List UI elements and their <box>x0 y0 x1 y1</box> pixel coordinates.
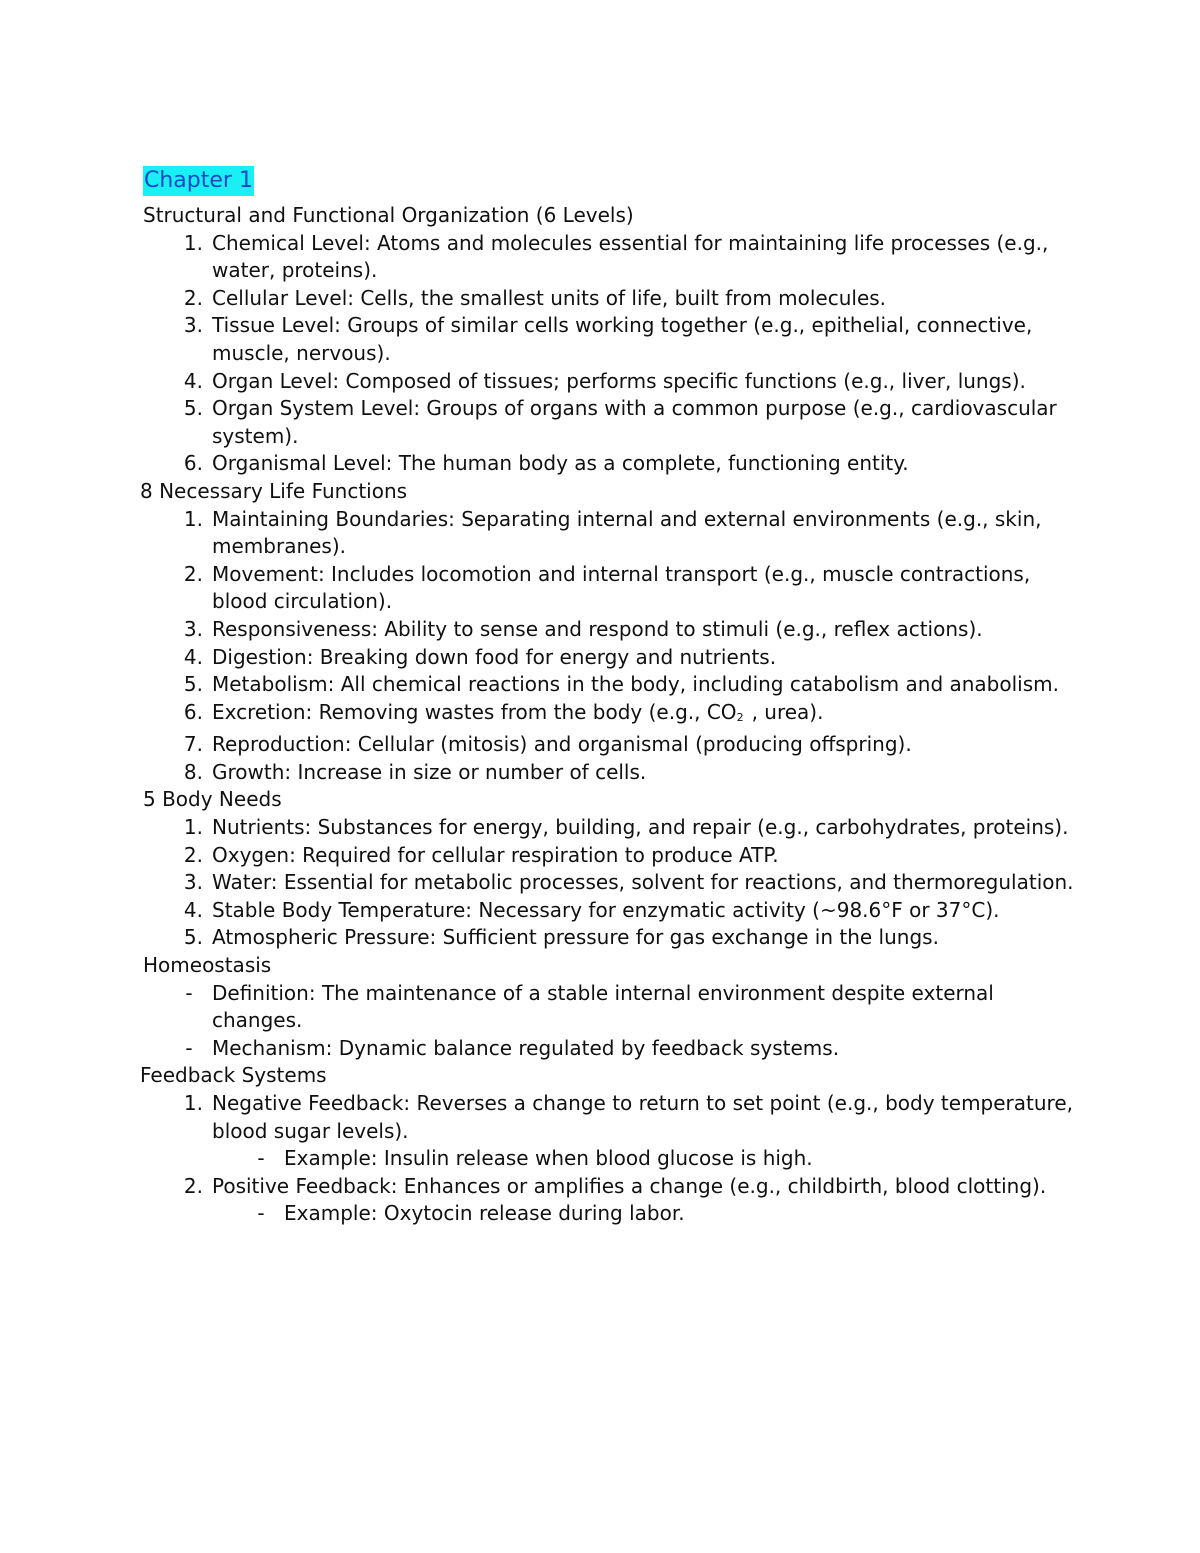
section-heading-life-functions: 8 Necessary Life Functions <box>140 478 408 503</box>
list-item-text: Mechanism: Dynamic balance regulated by feedback systems. <box>212 1035 840 1060</box>
list-item-text: Nutrients: Substances for energy, building, and repair (e.g., carbohydrates, proteins). <box>212 815 1069 840</box>
list-number: 5. <box>183 925 203 950</box>
document-page <box>140 166 1083 1228</box>
list-number: 2. <box>183 285 203 310</box>
list-item-text-part: , urea). <box>751 699 824 724</box>
sub-list-item <box>143 1200 1083 1228</box>
list-item <box>143 731 1083 759</box>
list-number: 5. <box>183 672 203 697</box>
list-item-text: Metabolism: All chemical reactions in the body, including catabolism and anabolism. <box>212 672 1059 697</box>
list-item <box>143 814 1083 842</box>
list-item <box>143 561 1083 616</box>
list-item-text: Example: Insulin release when blood glucose is high. <box>284 1146 813 1171</box>
list-item-text: Reproduction: Cellular (mitosis) and organismal (producing offspring). <box>212 732 912 757</box>
list-number: 3. <box>183 616 203 641</box>
list-item <box>143 395 1083 450</box>
dash-bullet: - <box>257 1146 265 1171</box>
list-item-text: Movement: Includes locomotion and internal transport (e.g., muscle contractions, blood circulation). <box>212 561 1031 614</box>
list-number: 2. <box>183 1173 203 1198</box>
list-item <box>143 450 1083 478</box>
list-item <box>143 1173 1083 1201</box>
list-item <box>143 924 1083 952</box>
list-item-text: Chemical Level: Atoms and molecules essential for maintaining life processes (e.g., water, proteins). <box>212 230 1049 283</box>
list-item <box>143 506 1083 561</box>
list-item-text: Organismal Level: The human body as a complete, functioning entity. <box>212 451 909 476</box>
list-number: 4. <box>183 897 203 922</box>
list-item <box>143 368 1083 396</box>
list-item <box>143 312 1083 367</box>
list-item <box>143 869 1083 897</box>
section-heading-feedback-systems: Feedback Systems <box>140 1063 327 1088</box>
list-item-text: Organ Level: Composed of tissues; performs specific functions (e.g., liver, lungs). <box>212 368 1026 393</box>
list-number: 2. <box>183 842 203 867</box>
list-item-text-part: Excretion: Removing wastes from the body (e.g., CO <box>212 699 737 724</box>
list-item-text: Stable Body Temperature: Necessary for enzymatic activity (~98.6°F or 37°C). <box>212 897 1000 922</box>
sub-list-item <box>143 1145 1083 1173</box>
section-heading-body-needs: 5 Body Needs <box>143 787 282 812</box>
list-number: 1. <box>183 506 203 531</box>
dash-bullet: - <box>185 980 193 1005</box>
list-number: 1. <box>183 1091 203 1115</box>
list-item <box>143 230 1083 285</box>
list-item-text: Positive Feedback: Enhances or amplifies a change (e.g., childbirth, blood clotting). <box>212 1173 1047 1198</box>
list-number: 6. <box>183 699 203 724</box>
list-number: 7. <box>183 732 203 757</box>
list-number: 5. <box>183 396 203 421</box>
list-item <box>143 644 1083 672</box>
section-heading-structural: Structural and Functional Organization (6 Levels) <box>143 203 634 227</box>
dash-bullet: - <box>185 1035 193 1060</box>
list-item <box>143 1035 1083 1063</box>
list-item <box>143 699 1083 732</box>
list-item-text: Oxygen: Required for cellular respiration to produce ATP. <box>212 842 779 867</box>
list-item <box>143 1090 1083 1145</box>
list-number: 6. <box>183 451 203 476</box>
list-number: 8. <box>183 759 203 784</box>
list-item <box>143 842 1083 870</box>
list-item-text: Definition: The maintenance of a stable internal environment despite external changes. <box>212 980 994 1033</box>
list-item-text: Water: Essential for metabolic processes, solvent for reactions, and thermoregulation. <box>212 870 1074 895</box>
list-item-text: Negative Feedback: Reverses a change to return to set point (e.g., body temperature, blood sugar levels). <box>212 1091 1073 1143</box>
list-item-text: Cellular Level: Cells, the smallest units of life, built from molecules. <box>212 285 887 310</box>
list-item <box>143 671 1083 699</box>
list-item-text: Tissue Level: Groups of similar cells working together (e.g., epithelial, connective, muscle, nervous). <box>212 313 1033 365</box>
list-number: 4. <box>183 644 203 669</box>
list-item-text: Growth: Increase in size or number of cells. <box>212 759 647 784</box>
list-item-text: Digestion: Breaking down food for energy and nutrients. <box>212 644 777 669</box>
list-number: 1. <box>183 230 203 255</box>
subscript-two: 2 <box>736 710 744 724</box>
list-item <box>143 759 1083 787</box>
dash-bullet: - <box>257 1201 265 1226</box>
list-item-text: Responsiveness: Ability to sense and respond to stimuli (e.g., reflex actions). <box>212 616 983 641</box>
list-item <box>143 285 1083 313</box>
list-item-text: Atmospheric Pressure: Sufficient pressure for gas exchange in the lungs. <box>212 925 939 950</box>
list-item-text: Example: Oxytocin release during labor. <box>284 1201 685 1226</box>
list-item <box>143 616 1083 644</box>
section-heading-homeostasis: Homeostasis <box>143 953 272 978</box>
list-number: 4. <box>183 368 203 393</box>
list-item-text: Organ System Level: Groups of organs with a common purpose (e.g., cardiovascular system). <box>212 396 1057 448</box>
list-number: 3. <box>183 313 203 338</box>
chapter-title: Chapter 1 <box>143 166 254 196</box>
list-item <box>143 980 1083 1035</box>
list-item-text: Maintaining Boundaries: Separating internal and external environments (e.g., skin, membranes). <box>212 506 1042 559</box>
list-item-text <box>212 699 1083 732</box>
list-number: 2. <box>183 561 203 586</box>
list-number: 1. <box>183 815 203 840</box>
list-item <box>143 897 1083 925</box>
list-number: 3. <box>183 870 203 895</box>
